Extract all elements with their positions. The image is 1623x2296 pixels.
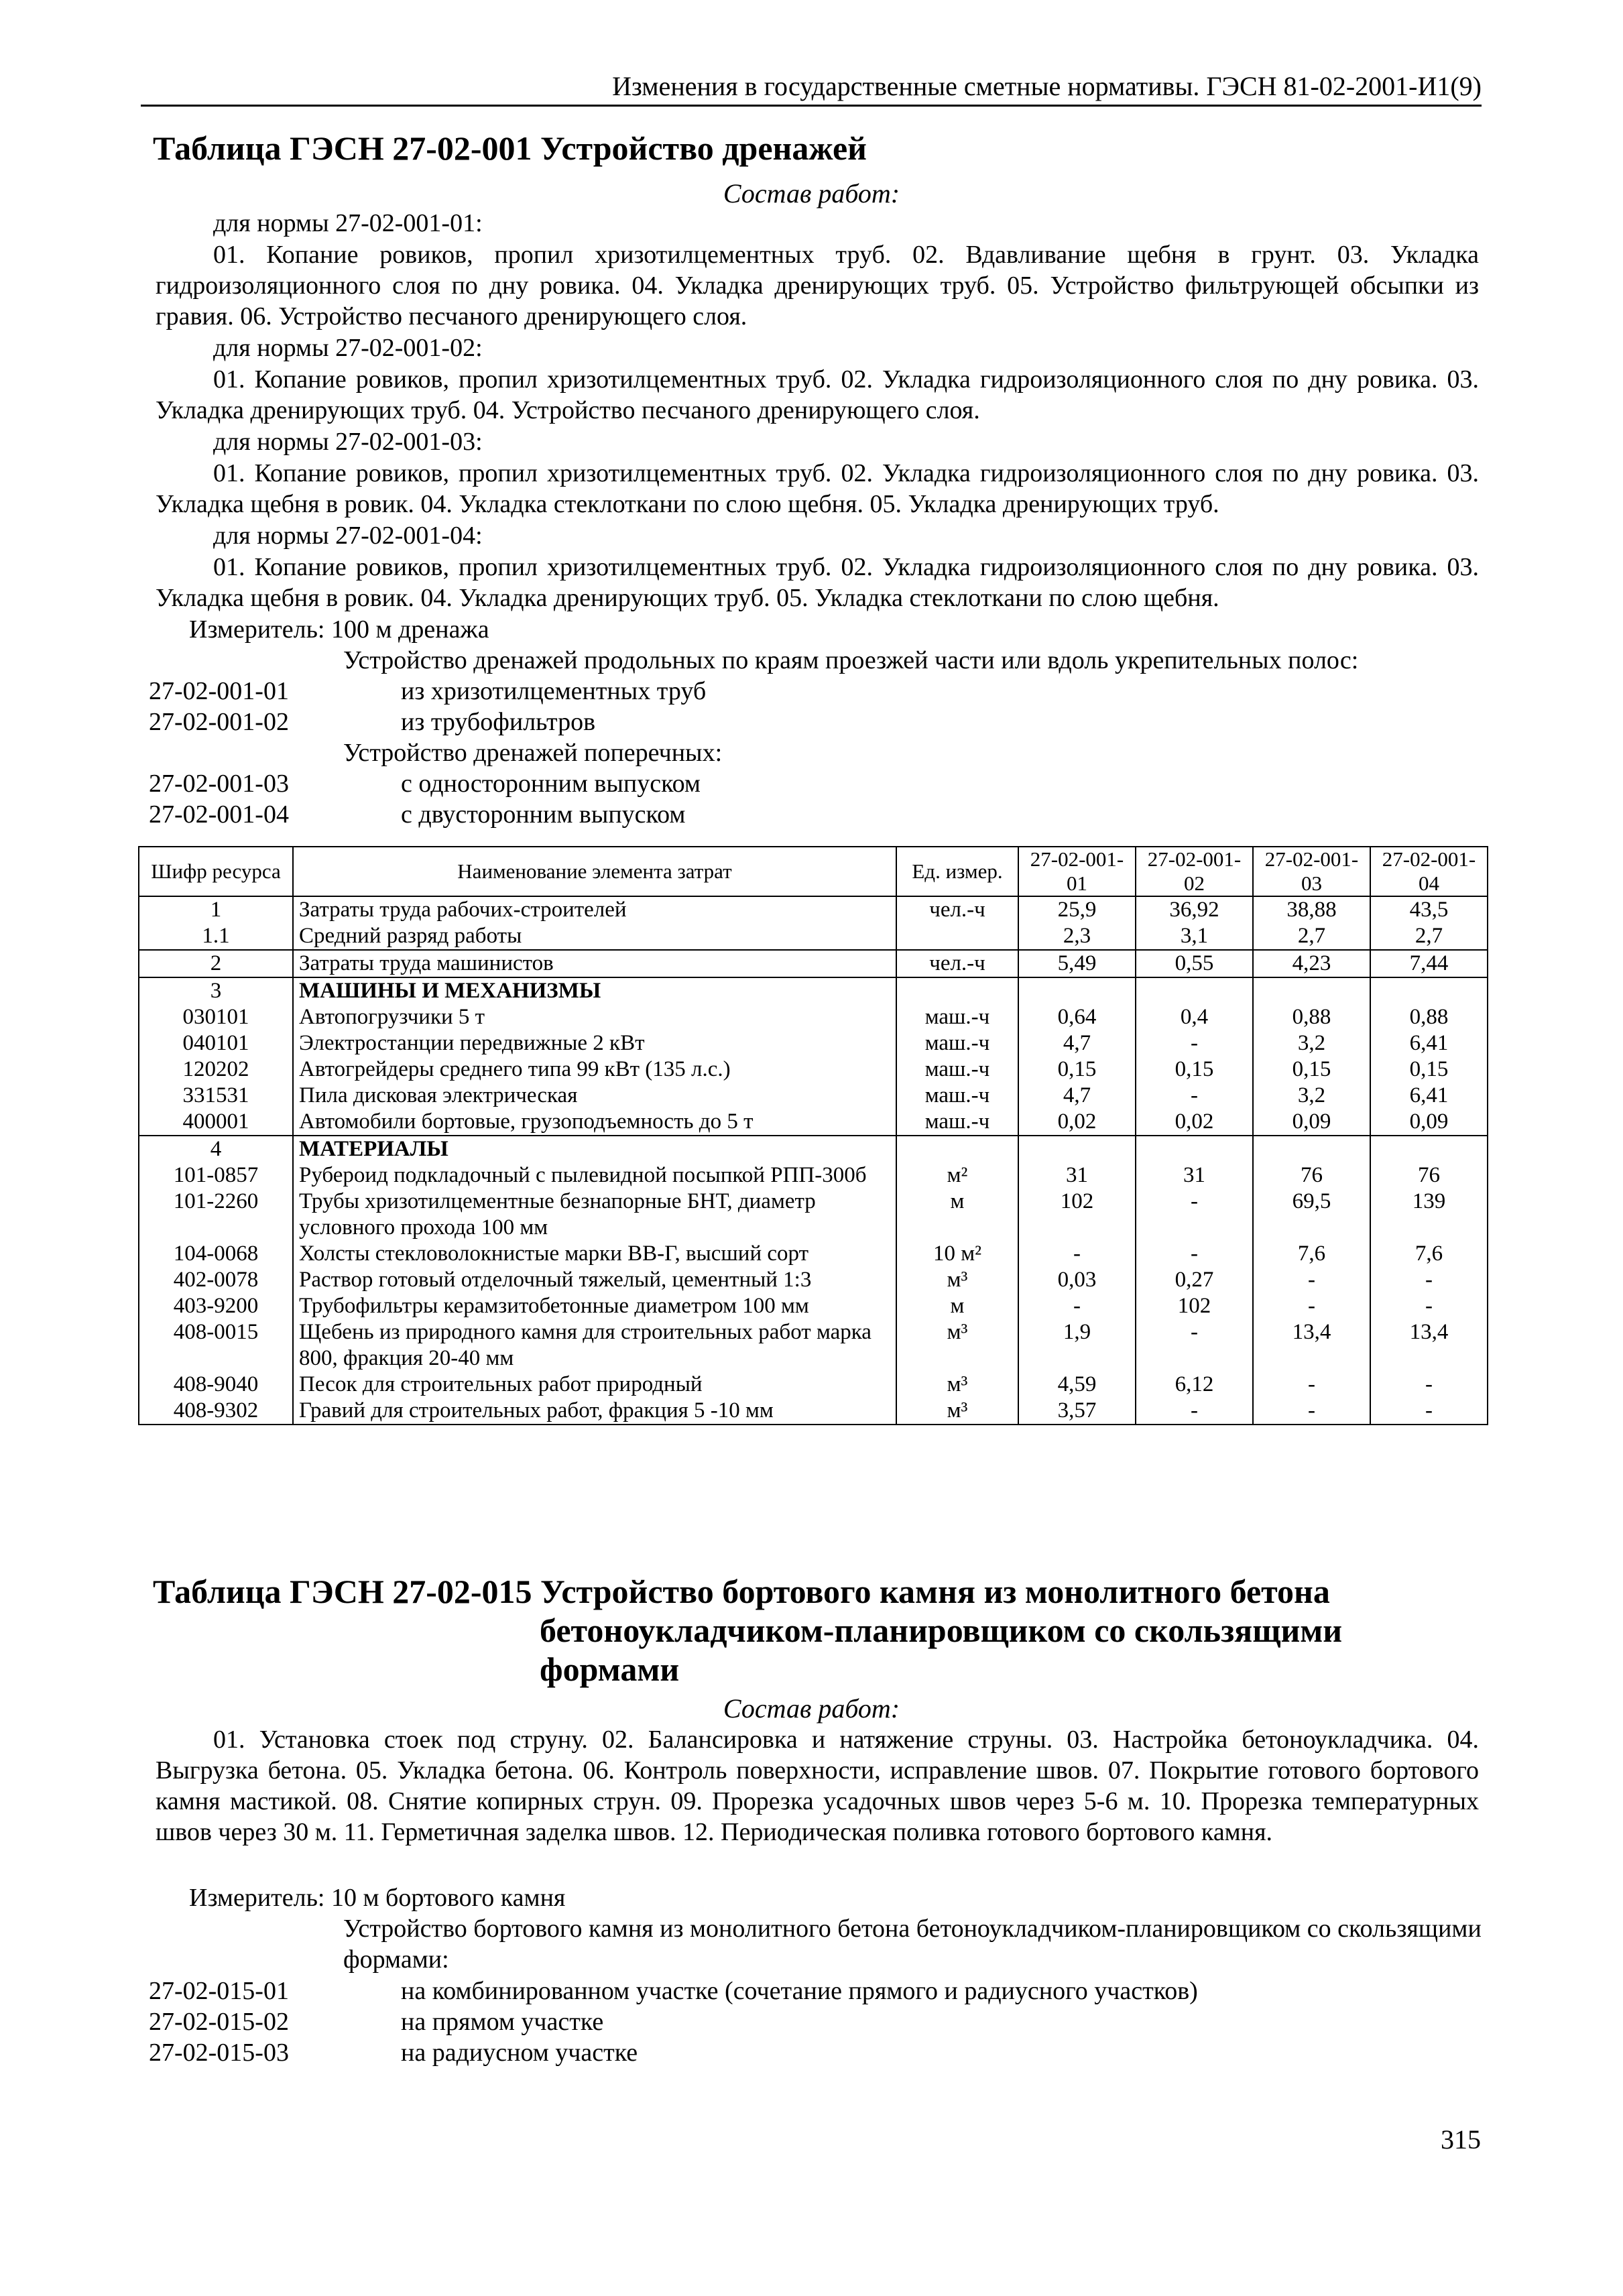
cell-value: - xyxy=(1136,1083,1253,1109)
cell-value: 13,4 xyxy=(1253,1319,1370,1372)
cell-name: Раствор готовый отделочный тяжелый, цементный 1:3 xyxy=(293,1267,896,1293)
cell-unit: маш.-ч xyxy=(896,1030,1018,1056)
cell-value: 0,03 xyxy=(1018,1267,1136,1293)
norm-02-text: 01. Копание ровиков, пропил хризотилцементных труб. 02. Укладка гидроизоляционного слоя по дну ровика. 03. Укладка дренирующих труб. 04. Устройство песчаного дренирующего слоя. xyxy=(156,365,1479,424)
norm-code: 27-02-001-03 xyxy=(149,770,289,798)
cell-unit: м³ xyxy=(896,1398,1018,1425)
cell-value: 3,57 xyxy=(1018,1398,1136,1425)
cell-value: 6,12 xyxy=(1136,1372,1253,1398)
cell-code: 1 xyxy=(139,896,293,923)
cell-value: 25,9 xyxy=(1018,896,1136,923)
cell-value: 38,88 xyxy=(1253,896,1370,923)
cell-unit: м³ xyxy=(896,1372,1018,1398)
cell-unit: м² xyxy=(896,1162,1018,1189)
norm-code: 27-02-015-01 xyxy=(149,1977,289,2005)
norm-03-text: 01. Копание ровиков, пропил хризотилцементных труб. 02. Укладка гидроизоляционного слоя по дну ровика. 03. Укладка щебня в ровик. 04. Укладка стеклоткани по слою щебня. 05. Укладка дренирующих труб. xyxy=(156,459,1479,518)
cell-value: - xyxy=(1136,1030,1253,1056)
header-norm-1: 27-02-001-01 xyxy=(1018,847,1136,896)
table-1-composition-label: Состав работ: xyxy=(723,178,900,208)
norm-name: на радиусном участке xyxy=(401,2039,638,2067)
header-name: Наименование элемента затрат xyxy=(293,847,896,896)
cell-value: - xyxy=(1370,1398,1488,1425)
table-1-title: Таблица ГЭСН 27-02-001 Устройство дренажей xyxy=(153,129,867,167)
table-row xyxy=(139,1056,1488,1083)
table-row xyxy=(139,1319,1488,1372)
norm-code: 27-02-001-04 xyxy=(149,800,289,829)
table-2-title-line-1: Таблица ГЭСН 27-02-015 Устройство бортового камня из монолитного бетона xyxy=(153,1573,1330,1610)
cell-unit: м xyxy=(896,1189,1018,1241)
cell-unit: м xyxy=(896,1293,1018,1319)
table-1-meter: Измеритель: 100 м дренажа xyxy=(189,615,489,644)
cell-name: МАШИНЫ И МЕХАНИЗМЫ xyxy=(293,977,896,1004)
table-row xyxy=(139,1030,1488,1056)
cell-name: Трубы хризотилцементные безнапорные БНТ, диаметр условного прохода 100 мм xyxy=(293,1189,896,1241)
cell-code: 3 xyxy=(139,977,293,1004)
cell-value: 1,9 xyxy=(1018,1319,1136,1372)
cell-value: - xyxy=(1370,1293,1488,1319)
cell-value xyxy=(1136,977,1253,1004)
table-row xyxy=(139,1136,1488,1162)
table-1-group-longitudinal: Устройство дренажей продольных по краям проезжей части или вдоль укрепительных полос: xyxy=(343,646,1359,674)
table-row xyxy=(139,1083,1488,1109)
cell-name: Автопогрузчики 5 т xyxy=(293,1004,896,1030)
table-row xyxy=(139,1162,1488,1189)
cell-name: Средний разряд работы xyxy=(293,923,896,950)
table-row xyxy=(139,950,1488,977)
cell-unit xyxy=(896,1136,1018,1162)
cell-value: 7,6 xyxy=(1370,1241,1488,1267)
cell-value: 31 xyxy=(1136,1162,1253,1189)
page-number: 315 xyxy=(1441,2124,1481,2155)
cell-value: 4,7 xyxy=(1018,1083,1136,1109)
cell-value: 0,09 xyxy=(1370,1109,1488,1136)
cell-name: Холсты стекловолокнистые марки ВВ-Г, высший сорт xyxy=(293,1241,896,1267)
cell-value: 76 xyxy=(1370,1162,1488,1189)
table-row xyxy=(139,977,1488,1004)
cell-code: 120202 xyxy=(139,1056,293,1083)
cell-value xyxy=(1018,977,1136,1004)
cell-unit xyxy=(896,977,1018,1004)
table-row xyxy=(139,1293,1488,1319)
cell-value: 0,09 xyxy=(1253,1109,1370,1136)
cell-value: 5,49 xyxy=(1018,950,1136,977)
cell-value: 7,6 xyxy=(1253,1241,1370,1267)
cell-name: Рубероид подкладочный с пылевидной посыпкой РПП-300б xyxy=(293,1162,896,1189)
cell-code: 2 xyxy=(139,950,293,977)
cell-value xyxy=(1370,977,1488,1004)
cell-value xyxy=(1253,1136,1370,1162)
cell-unit: маш.-ч xyxy=(896,1004,1018,1030)
cell-value: 0,02 xyxy=(1136,1109,1253,1136)
table-row xyxy=(139,1241,1488,1267)
header-unit: Ед. измер. xyxy=(896,847,1018,896)
cell-value xyxy=(1370,1136,1488,1162)
table-row xyxy=(139,1398,1488,1425)
cell-value: 0,02 xyxy=(1018,1109,1136,1136)
cell-value: - xyxy=(1136,1398,1253,1425)
cell-name: Электростанции передвижные 2 кВт xyxy=(293,1030,896,1056)
cell-value: 3,1 xyxy=(1136,923,1253,950)
cell-code: 104-0068 xyxy=(139,1241,293,1267)
table-row xyxy=(139,1004,1488,1030)
norm-02-label: для нормы 27-02-001-02: xyxy=(213,334,483,362)
cell-unit: чел.-ч xyxy=(896,896,1018,923)
cell-value: - xyxy=(1136,1319,1253,1372)
cell-value: 31 xyxy=(1018,1162,1136,1189)
cell-code: 331531 xyxy=(139,1083,293,1109)
cell-value xyxy=(1253,977,1370,1004)
cell-name: Автогрейдеры среднего типа 99 кВт (135 л.с.) xyxy=(293,1056,896,1083)
cell-value: 0,88 xyxy=(1253,1004,1370,1030)
table-row xyxy=(139,1267,1488,1293)
cell-unit: маш.-ч xyxy=(896,1083,1018,1109)
table-row xyxy=(139,1109,1488,1136)
cell-unit: м³ xyxy=(896,1267,1018,1293)
norm-04-text: 01. Копание ровиков, пропил хризотилцементных труб. 02. Укладка гидроизоляционного слоя по дну ровика. 03. Укладка щебня в ровик. 04. Укладка дренирующих труб. 05. Укладка стеклоткани по слою щебня. xyxy=(156,553,1479,612)
table-2-title-line-3: формами xyxy=(540,1650,680,1688)
header-norm-3: 27-02-001-03 xyxy=(1253,847,1370,896)
table-2-composition-label: Состав работ: xyxy=(723,1693,900,1724)
cell-value: - xyxy=(1018,1293,1136,1319)
cell-name: Песок для строительных работ природный xyxy=(293,1372,896,1398)
norm-name: на комбинированном участке (сочетание прямого и радиусного участков) xyxy=(401,1977,1198,2005)
norm-01-label: для нормы 27-02-001-01: xyxy=(213,209,483,237)
cell-value: 3,2 xyxy=(1253,1030,1370,1056)
table-row xyxy=(139,1189,1488,1241)
cell-code: 403-9200 xyxy=(139,1293,293,1319)
cell-value: 76 xyxy=(1253,1162,1370,1189)
cell-value: 6,41 xyxy=(1370,1030,1488,1056)
cell-value: 0,27 xyxy=(1136,1267,1253,1293)
cell-value: 102 xyxy=(1018,1189,1136,1241)
cell-value: 0,4 xyxy=(1136,1004,1253,1030)
cell-unit: чел.-ч xyxy=(896,950,1018,977)
cell-value: - xyxy=(1253,1398,1370,1425)
cell-value: 0,15 xyxy=(1136,1056,1253,1083)
cell-code: 408-0015 xyxy=(139,1319,293,1372)
cell-value: 7,44 xyxy=(1370,950,1488,977)
cell-code: 400001 xyxy=(139,1109,293,1136)
cell-value: - xyxy=(1253,1293,1370,1319)
norm-name: из хризотилцементных труб xyxy=(401,677,707,705)
cell-value: 0,15 xyxy=(1018,1056,1136,1083)
cell-code: 4 xyxy=(139,1136,293,1162)
norm-name: с двусторонним выпуском xyxy=(401,800,686,829)
cell-value: - xyxy=(1253,1267,1370,1293)
cell-name: Пила дисковая электрическая xyxy=(293,1083,896,1109)
cell-code: 030101 xyxy=(139,1004,293,1030)
cell-code: 1.1 xyxy=(139,923,293,950)
cell-value: 3,2 xyxy=(1253,1083,1370,1109)
header-code: Шифр ресурса xyxy=(139,847,293,896)
cell-value: - xyxy=(1370,1267,1488,1293)
norm-name: с односторонним выпуском xyxy=(401,770,701,798)
cell-value: 102 xyxy=(1136,1293,1253,1319)
cell-name: Затраты труда рабочих-строителей xyxy=(293,896,896,923)
cell-value: 43,5 xyxy=(1370,896,1488,923)
cell-unit xyxy=(896,923,1018,950)
norm-01-text: 01. Копание ровиков, пропил хризотилцементных труб. 02. Вдавливание щебня в грунт. 03. Укладка гидроизоляционного слоя по дну ровика. 04. Укладка дренирующих труб. 05. Устройство фильтрующей обсыпки из гравия. 06. Устройство песчаного дренирующего слоя. xyxy=(156,241,1479,330)
cell-name: МАТЕРИАЛЫ xyxy=(293,1136,896,1162)
norm-code: 27-02-001-01 xyxy=(149,677,289,705)
cell-code: 101-2260 xyxy=(139,1189,293,1241)
cell-name: Гравий для строительных работ, фракция 5 -10 мм xyxy=(293,1398,896,1425)
cell-code: 408-9302 xyxy=(139,1398,293,1425)
cell-unit: 10 м² xyxy=(896,1241,1018,1267)
table-1-group-transverse: Устройство дренажей поперечных: xyxy=(343,739,723,767)
cell-value: 69,5 xyxy=(1253,1189,1370,1241)
cell-value: 0,15 xyxy=(1253,1056,1370,1083)
norm-code: 27-02-001-02 xyxy=(149,708,289,736)
cell-value: - xyxy=(1018,1241,1136,1267)
header-norm-4: 27-02-001-04 xyxy=(1370,847,1488,896)
cell-value: 2,7 xyxy=(1370,923,1488,950)
cell-value: 2,3 xyxy=(1018,923,1136,950)
cell-value: 4,7 xyxy=(1018,1030,1136,1056)
table-row xyxy=(139,1372,1488,1398)
cell-value: 139 xyxy=(1370,1189,1488,1241)
norm-name: из трубофильтров xyxy=(401,708,596,736)
cell-name: Щебень из природного камня для строительных работ марка 800, фракция 20-40 мм xyxy=(293,1319,896,1372)
cell-value: - xyxy=(1253,1372,1370,1398)
cell-value: 0,15 xyxy=(1370,1056,1488,1083)
table-row xyxy=(139,896,1488,923)
cell-value xyxy=(1136,1136,1253,1162)
cell-unit: маш.-ч xyxy=(896,1056,1018,1083)
cell-value: - xyxy=(1136,1189,1253,1241)
cell-unit: маш.-ч xyxy=(896,1109,1018,1136)
cell-value: 13,4 xyxy=(1370,1319,1488,1372)
cell-value: 0,55 xyxy=(1136,950,1253,977)
cell-code: 040101 xyxy=(139,1030,293,1056)
cell-code: 402-0078 xyxy=(139,1267,293,1293)
norm-name: на прямом участке xyxy=(401,2008,604,2036)
cell-value: 36,92 xyxy=(1136,896,1253,923)
table-header-row xyxy=(139,847,1488,896)
table-2-title-line-2: бетоноукладчиком-планировщиком со скользящими xyxy=(540,1612,1343,1649)
norm-03-label: для нормы 27-02-001-03: xyxy=(213,428,483,456)
cell-value: 0,88 xyxy=(1370,1004,1488,1030)
cell-value: 2,7 xyxy=(1253,923,1370,950)
cell-name: Затраты труда машинистов xyxy=(293,950,896,977)
norm-04-label: для нормы 27-02-001-04: xyxy=(213,522,483,550)
norm-code: 27-02-015-03 xyxy=(149,2039,289,2067)
table-row xyxy=(139,923,1488,950)
table-2-composition-text: 01. Установка стоек под струну. 02. Балансировка и натяжение струны. 03. Настройка бетоноукладчика. 04. Выгрузка бетона. 05. Укладка бетона. 06. Контроль поверхности, исправление швов. 07. Покрытие готового бортового камня мастикой. 08. Снятие копирных струн. 09. Прорезка усадочных швов через 5-6 м. 10. Прорезка температурных швов через 30 м. 11. Герметичная заделка швов. 12. Периодическая поливка готового бортового камня. xyxy=(156,1726,1479,1846)
resource-table xyxy=(138,846,1488,1425)
cell-value: 6,41 xyxy=(1370,1083,1488,1109)
cell-value: 0,64 xyxy=(1018,1004,1136,1030)
cell-value: 4,59 xyxy=(1018,1372,1136,1398)
cell-value xyxy=(1018,1136,1136,1162)
header-norm-2: 27-02-001-02 xyxy=(1136,847,1253,896)
cell-value: 4,23 xyxy=(1253,950,1370,977)
cell-code: 408-9040 xyxy=(139,1372,293,1398)
cell-value: - xyxy=(1136,1241,1253,1267)
norm-code: 27-02-015-02 xyxy=(149,2008,289,2036)
table-2-meter: Измеритель: 10 м бортового камня xyxy=(189,1884,566,1912)
table-2-group: Устройство бортового камня из монолитного бетона бетоноукладчиком-планировщиком со скользящими формами: xyxy=(343,1915,1482,1974)
running-header: Изменения в государственные сметные нормативы. ГЭСН 81-02-2001-И1(9) xyxy=(141,71,1482,107)
cell-name: Трубофильтры керамзитобетонные диаметром 100 мм xyxy=(293,1293,896,1319)
cell-unit: м³ xyxy=(896,1319,1018,1372)
cell-name: Автомобили бортовые, грузоподъемность до 5 т xyxy=(293,1109,896,1136)
cell-code: 101-0857 xyxy=(139,1162,293,1189)
cell-value: - xyxy=(1370,1372,1488,1398)
